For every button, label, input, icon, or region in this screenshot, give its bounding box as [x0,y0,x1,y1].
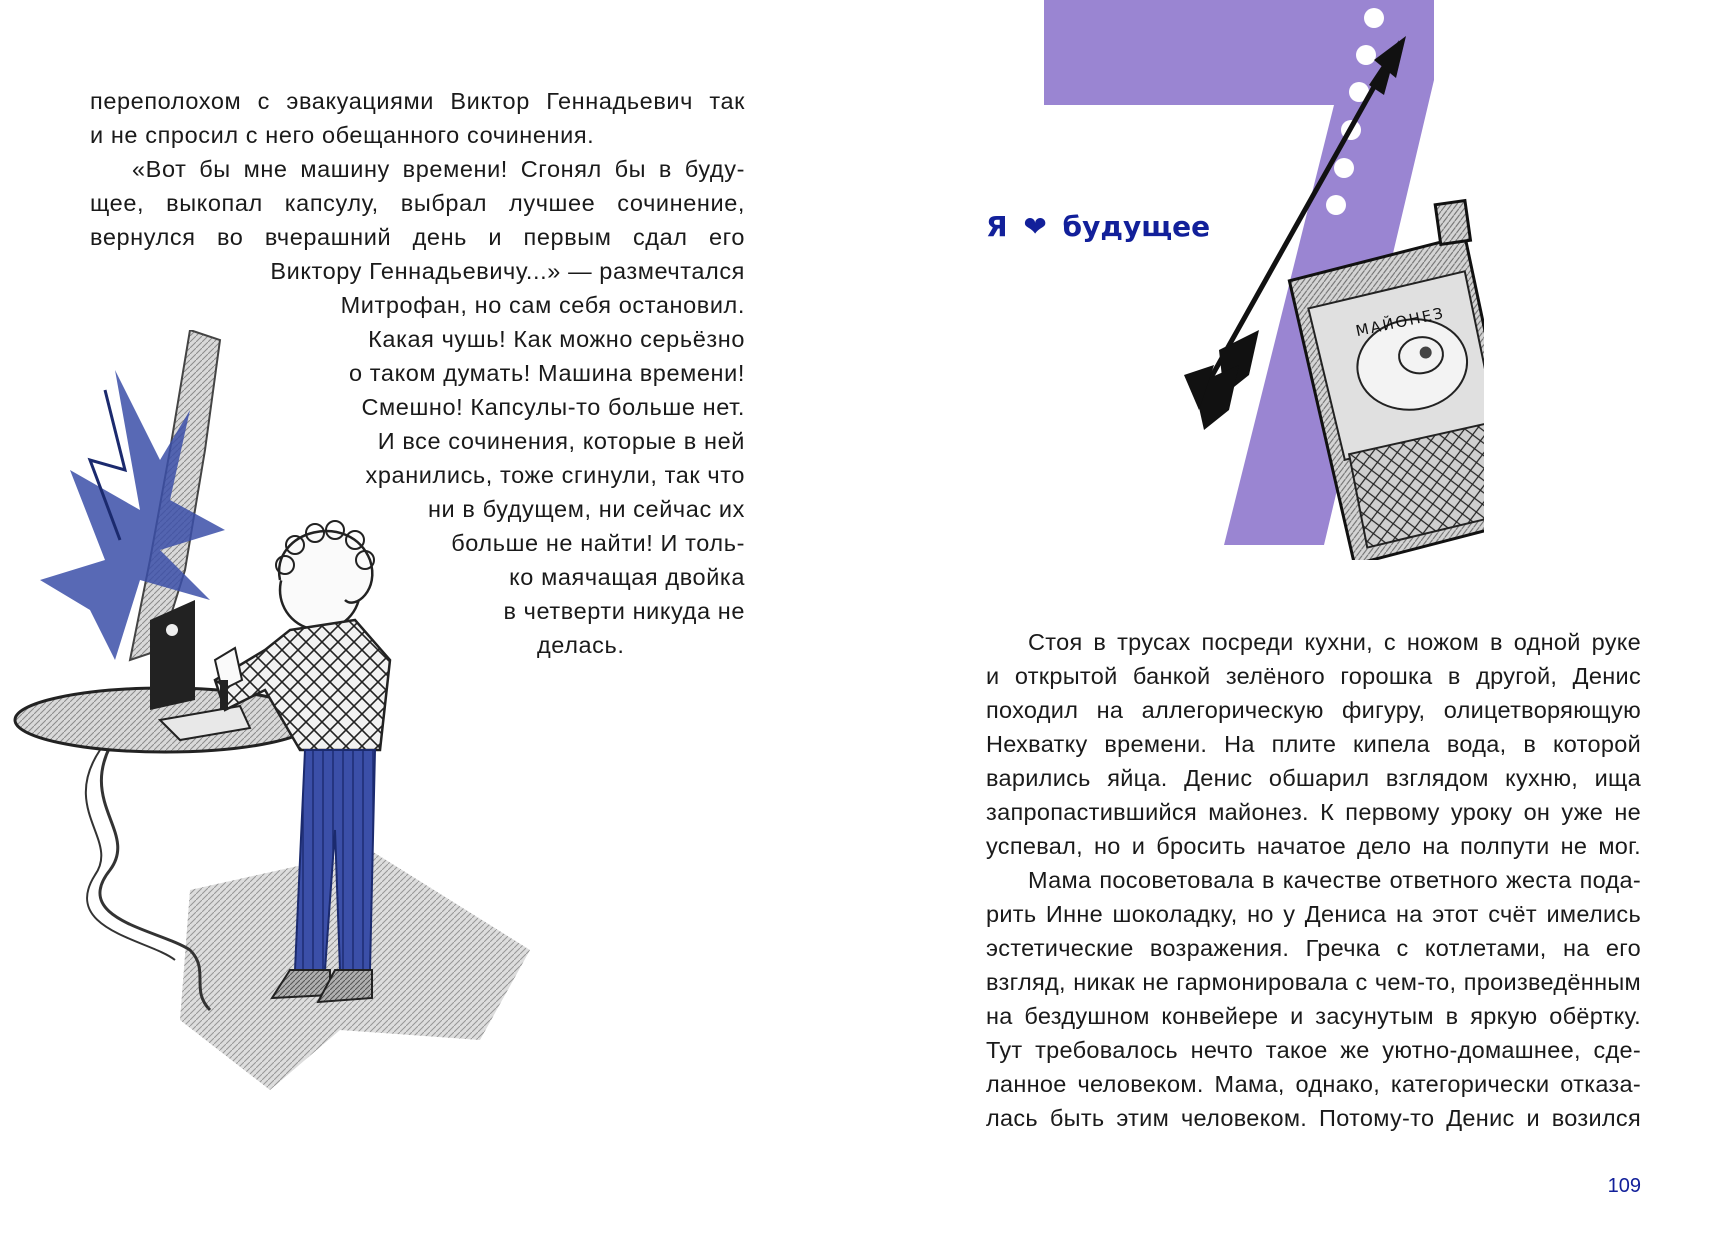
text-line: щее, выкопал капсулу, выбрал лучшее сочинение, [90,190,745,216]
text-line: ни в будущем, ни сейчас их [427,496,745,522]
text-line: эстетические возражения. Гречка с котлетами, на его [986,935,1641,961]
text-line: запропастившийся майонез. К первому уроку он уже не [986,799,1641,825]
text-line: на бездушном конвейере и засунутым в яркую обёртку. [986,1003,1641,1029]
text-line: походил на аллегорическую фигуру, олицетворяющую [986,697,1641,723]
text-line: и не спросил с него обещанного сочинения. [90,122,595,148]
chapter-title-word: Я [986,210,1008,243]
page-number: 109 [1607,1175,1641,1197]
text-line: больше не найти! И толь- [451,530,745,556]
text-line: И все сочинения, которые в ней [377,428,745,454]
text-line: Виктору Геннадьевичу...» — размечтался [270,258,745,284]
text-line: Стоя в трусах посреди кухни, с ножом в одной руке [1028,629,1641,655]
text-line: переполохом с эвакуациями Виктор Геннадьевич так [90,88,745,114]
boy-time-machine-illustration [10,330,630,1160]
text-line: о таком думать! Машина времени! [349,360,745,386]
text-line: взгляд, никак не гармонировала с чем-то, произведённым [986,969,1641,995]
left-text-top [90,84,745,254]
text-line: ланное человеком. Мама, однако, категорически отказа- [986,1071,1641,1097]
right-page [856,0,1713,1240]
text-line: лась быть этим человеком. Потому-то Денис и возился [986,1105,1641,1131]
left-page [0,0,856,1240]
text-line: рить Инне шоколадку, но у Дениса на этот счёт имелись [986,901,1641,927]
text-line: Тут требовалось нечто такое же уютно-домашнее, сде- [986,1037,1641,1063]
text-line: «Вот бы мне машину времени! Сгонял бы в буду- [132,156,745,182]
text-line: ко маячащая двойка [509,564,745,590]
heart-icon: ❤ [1023,210,1047,243]
text-line: хранились, тоже сгинули, так что [365,462,745,488]
text-line: варились яйца. Денис обшарил взглядом кухню, ища [986,765,1641,791]
chapter-title [986,210,1210,243]
text-line: Мама посоветовала в качестве ответного жеста пода- [1028,867,1641,893]
chapter-title-word: будущее [1062,210,1211,243]
text-line: успевал, но и бросить начатое дело на полпути не мог. [986,833,1641,859]
chapter-number-seven-graphic [1044,0,1484,560]
text-line: и открытой банкой зелёного горошка в другой, Денис [986,663,1641,689]
text-line: Нехватку времени. На плите кипела вода, в которой [986,731,1641,757]
text-line: Смешно! Капсулы-то больше нет. [361,394,745,420]
text-line: делась. [537,632,625,658]
mayonnaise-label: МАЙОНЕЗ [1354,303,1447,341]
right-body-text [986,625,1641,1135]
text-line: Какая чушь! Как можно серьёзно [368,326,745,352]
text-line: в четверти никуда не [503,598,745,624]
text-line: вернулся во вчерашний день и первым сдал его [90,224,745,250]
text-line: Митрофан, но сам себя остановил. [340,292,745,318]
